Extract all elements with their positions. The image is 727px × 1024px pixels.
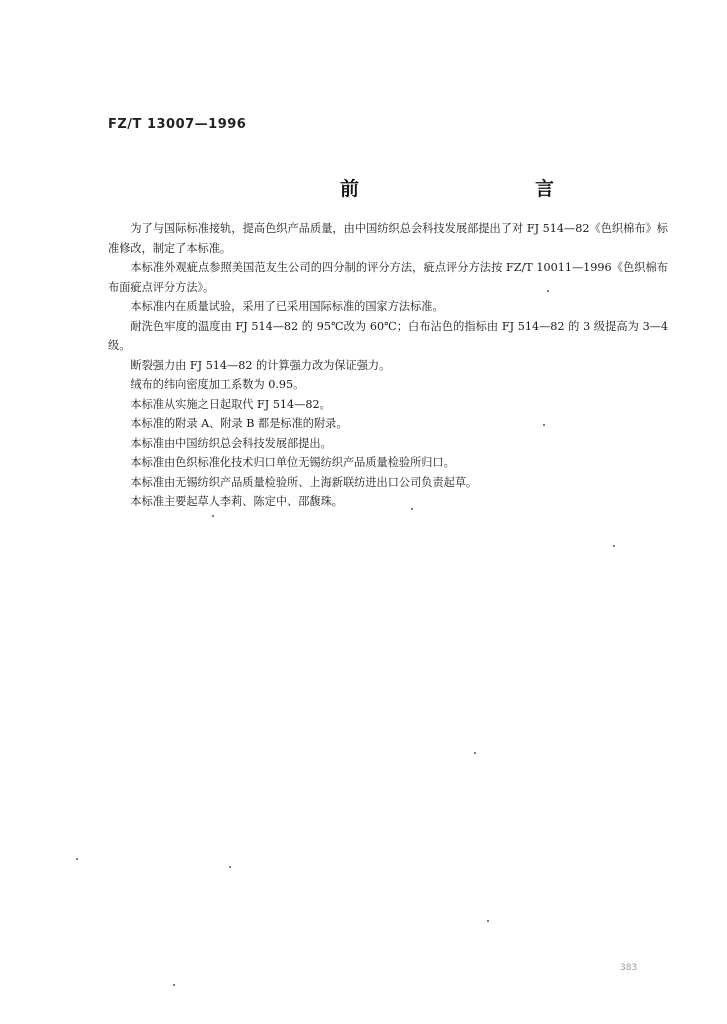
paragraph: 为了与国际标准接轨，提高色织产品质量，由中国纺织总会科技发展部提出了对 FJ 514—82《色织棉布》标准修改，制定了本标准。 — [108, 222, 668, 255]
scan-speck — [474, 752, 476, 754]
page-title: 前 言 — [340, 178, 601, 200]
paragraph: 耐洗色牢度的温度由 FJ 514—82 的 95℃改为 60℃；白布沾色的指标由 FJ 514—82 的 3 级提高为 3—4 级。 — [108, 319, 668, 352]
paragraph: 本标准内在质量试验，采用了已采用国际标准的国家方法标准。 — [130, 300, 444, 313]
scan-speck — [543, 424, 545, 426]
paragraph: 断裂强力由 FJ 514—82 的计算强力改为保证强力。 — [130, 358, 391, 372]
scan-speck — [212, 515, 214, 517]
preface-body — [108, 219, 668, 512]
paragraph: 本标准由无锡纺织产品质量检验所、上海新联纺进出口公司负责起草。 — [130, 475, 478, 489]
paragraph: 本标准从实施之日起取代 FJ 514—82。 — [130, 397, 331, 411]
scan-speck — [173, 984, 175, 986]
paragraph: 本标准的附录 A、附录 B 都是标准的附录。 — [130, 417, 348, 430]
paragraph: 本标准由中国纺织总会科技发展部提出。 — [130, 436, 332, 450]
paragraph: 本标准主要起草人李莉、陈定中、邵馥珠。 — [130, 495, 343, 508]
standard-code: FZ/T 13007—1996 — [108, 117, 247, 132]
paragraph: 本标准外观疵点参照美国范友生公司的四分制的评分方法，疵点评分方法按 FZ/T 10011—1996《色织棉布布面疵点评分方法》。 — [108, 261, 668, 294]
scan-speck — [487, 920, 489, 922]
page-number: 383 — [620, 963, 638, 973]
scan-speck — [76, 858, 78, 860]
scan-speck — [613, 545, 615, 547]
paragraph: 本标准由色织标准化技术归口单位无锡纺织产品质量检验所归口。 — [130, 456, 455, 469]
scan-speck — [229, 866, 231, 868]
scan-speck — [547, 290, 549, 292]
scan-speck — [411, 508, 413, 510]
paragraph: 绒布的纬向密度加工系数为 0.95。 — [130, 378, 305, 391]
